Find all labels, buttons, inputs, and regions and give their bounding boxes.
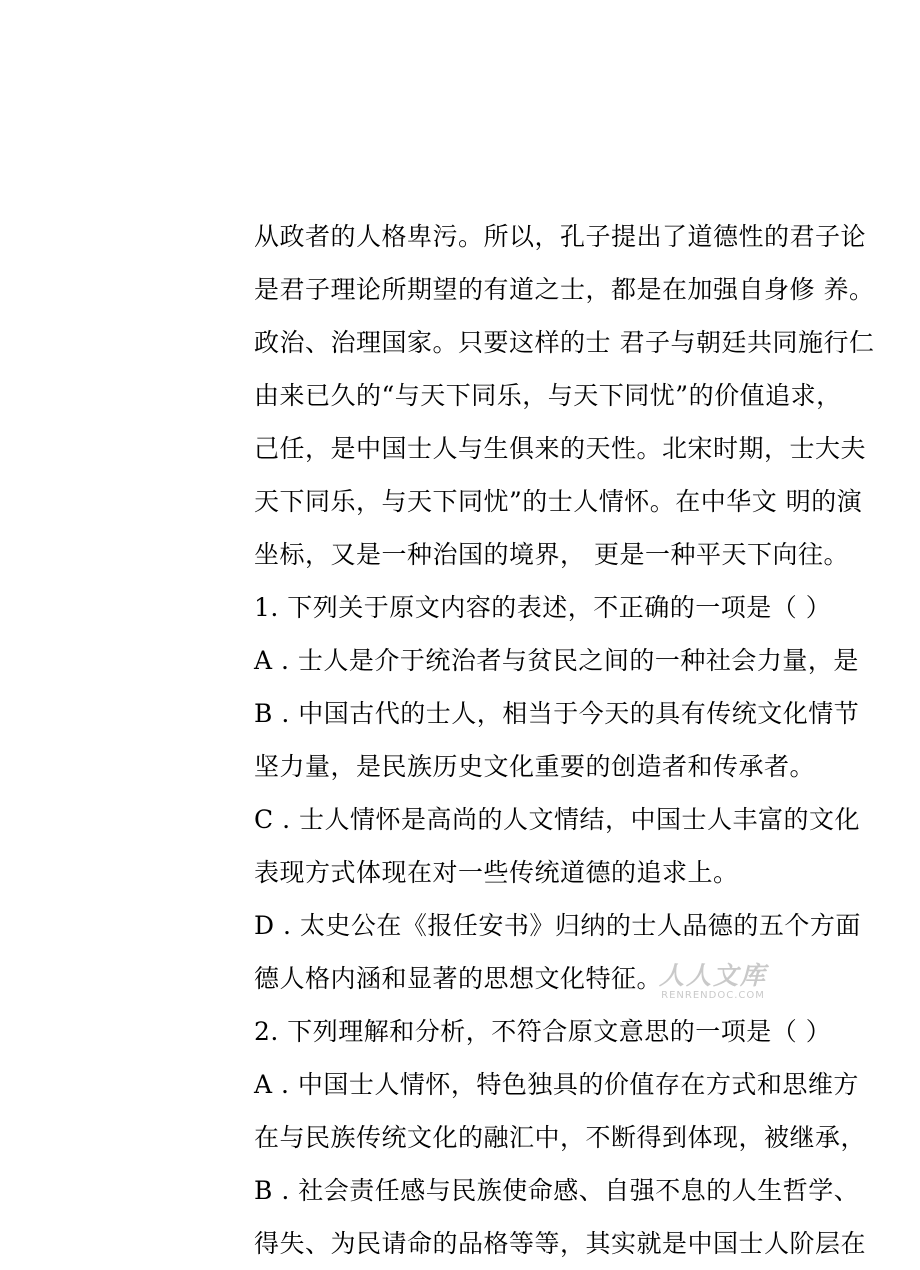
watermark-subtitle: RENRENDOC.COM — [661, 990, 765, 1001]
text-line: 是君子理论所期望的有道之士，都是在加强自身修 养。 — [254, 275, 875, 304]
text-line: 得失、为民请命的品格等等，其实就是中国士人阶层在 — [254, 1229, 867, 1258]
document-body — [254, 210, 920, 1270]
text-line: 表现方式体现在对一些传统道德的追求上。 — [254, 858, 739, 887]
question-1-option-c: C . 士人情怀是高尚的人文情结，中国士人丰富的文化 — [254, 805, 860, 834]
question-1-option-b: B . 中国古代的士人，相当于今天的具有传统文化情节 — [254, 699, 860, 728]
question-1-option-a: A . 士人是介于统治者与贫民之间的一种社会力量，是 — [254, 646, 859, 675]
text-line: 德人格内涵和显著的思想文化特征。 — [254, 964, 663, 993]
question-2-option-a: A . 中国士人情怀，特色独具的价值存在方式和思维方 — [254, 1070, 859, 1099]
question-2-option-b: B . 社会责任感与民族使命感、自强不息的人生哲学、 — [254, 1176, 860, 1205]
text-line: 从政者的人格卑污。所以，孔子提出了道德性的君子论 — [254, 222, 867, 251]
text-line: 政治、治理国家。只要这样的士 君子与朝廷共同施行仁 — [254, 328, 875, 357]
question-1-stem: 1. 下列关于原文内容的表述，不正确的一项是（ ） — [254, 593, 832, 622]
question-1-option-d: D . 太史公在《报任安书》归纳的士人品德的五个方面 — [254, 911, 861, 940]
text-line: 坐标，又是一种治国的境界， 更是一种平天下向往。 — [254, 540, 849, 569]
text-line: 由来已久的“与天下同乐，与天下同忧”的价值追求， — [254, 381, 842, 410]
text-line: 在与民族传统文化的融汇中，不断得到体现，被继承， — [254, 1123, 867, 1152]
watermark-title: 人人文库 — [658, 961, 767, 990]
question-2-stem: 2. 下列理解和分析，不符合原文意思的一项是（ ） — [254, 1017, 832, 1046]
text-line: 坚力量，是民族历史文化重要的创造者和传承者。 — [254, 752, 816, 781]
text-line: 己任，是中国士人与生俱来的天性。北宋时期，士大夫 — [254, 434, 867, 463]
text-line: 天下同乐，与天下同忧”的士人情怀。在中华文 明的演 — [254, 487, 863, 516]
